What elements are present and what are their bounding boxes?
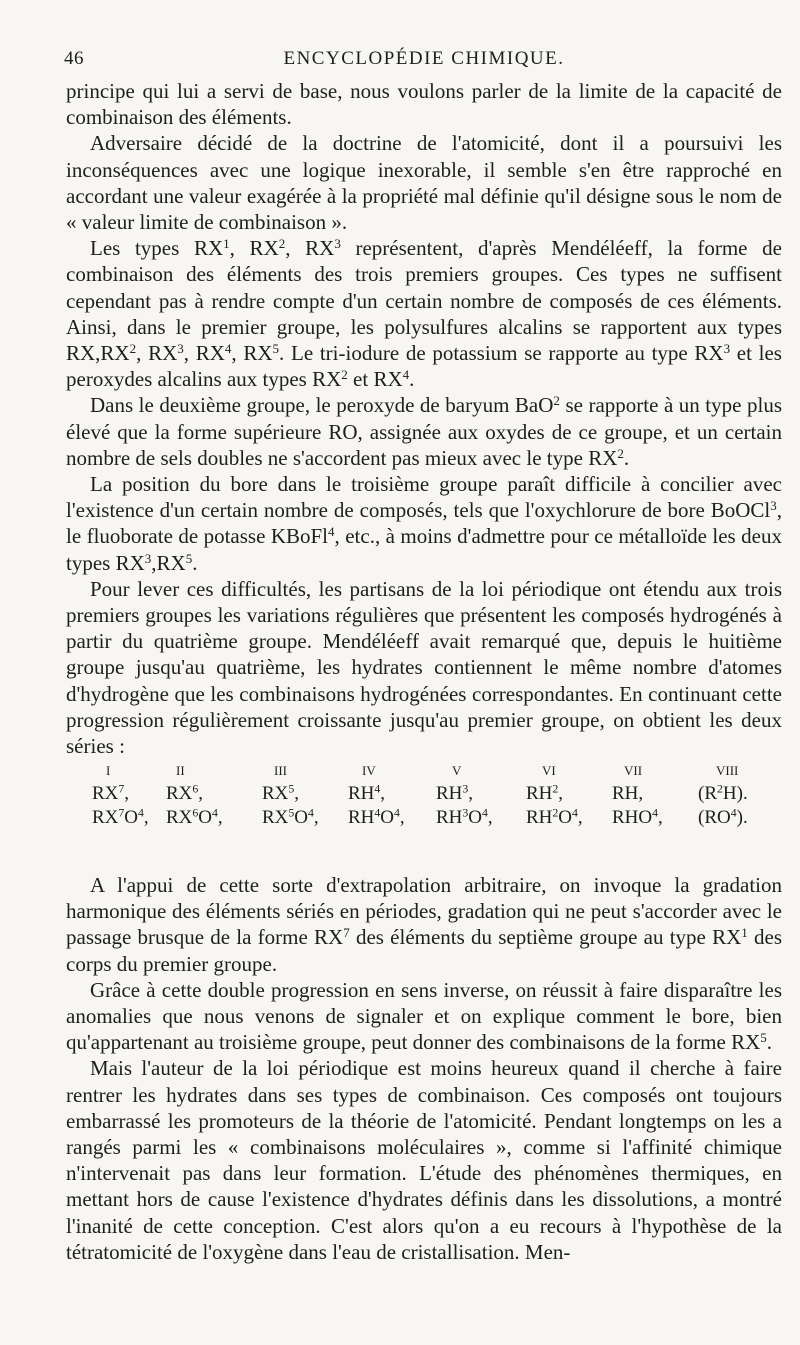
group-label: VII: [624, 763, 643, 778]
running-title: ENCYCLOPÉDIE CHIMIQUE.: [283, 48, 565, 69]
superscript: 2: [552, 782, 559, 796]
hydrate-series-row: [92, 806, 782, 830]
group-label: VI: [542, 763, 556, 778]
superscript: 1: [223, 236, 230, 252]
superscript: 5: [288, 806, 295, 820]
superscript: 7: [118, 782, 125, 796]
page-number: 46: [64, 48, 84, 69]
superscript: 4: [730, 806, 737, 820]
group-label: I: [106, 763, 111, 778]
superscript: 3: [144, 550, 152, 566]
superscript: 4: [572, 806, 578, 820]
superscript: 3: [177, 340, 184, 356]
superscript: 4: [212, 806, 218, 820]
superscript: 2: [552, 806, 559, 820]
superscript: 2: [341, 367, 348, 383]
superscript: 4: [652, 806, 659, 820]
paragraph-2: Adversaire décidé de la doctrine de l'atomicité, dont il a poursuivi les inconséquences avec une logique inexorable, il semble s'en être rapproché en accordant une valeur exagérée à la propriété mal définie qu'il désigne sous le nom de « valeur limite de combinaison ».: [66, 131, 782, 235]
combination-series-table: [92, 760, 782, 830]
formula-cell: $RX^7$,: [92, 782, 130, 804]
formula-cell: $RX^5$,: [262, 782, 300, 804]
formula-cell: $(R^2H)$.: [698, 782, 748, 804]
body-text-bottom: [66, 872, 782, 1265]
superscript: 2: [129, 340, 137, 356]
formula-cell: $RX^5O^4$,: [262, 806, 319, 828]
superscript: 4: [374, 806, 381, 820]
group-label: IV: [362, 763, 376, 778]
body-text-top: [66, 78, 782, 759]
superscript: 3: [462, 782, 469, 796]
superscript: 5: [288, 782, 295, 796]
superscript: 2: [717, 782, 723, 796]
formula-cell: RHO$^4$,: [612, 806, 663, 828]
formula-cell: $RH^2$,: [526, 782, 564, 804]
paragraph-9: Mais l'auteur de la loi périodique est moins heureux quand il cherche à faire rentrer les hydrates dans ses types de combinaison. Ces composés ont toujours embarrassé les promoteurs de la théorie de l'atomicité. Pendant longtemps on les a rangés parmi les « combinaisons moléculaires », comme si l'affinité chimique n'intervenait pas dans leur formation. L'étude des phénomènes thermiques, en mettant hors de cause l'existence d'hydrates définis dans les dissolutions, a montré l'inanité de cette conception. C'est alors qu'on a eu recours à l'hypothèse de la tétratomicité de l'oxygène dans l'eau de cristallisation. Men-: [66, 1056, 782, 1264]
superscript: 3: [770, 498, 777, 514]
paragraph-1: principe qui lui a servi de base, nous voulons parler de la limite de la capacité de combinaison des éléments.: [66, 79, 782, 130]
formula-cell: $RH^3$,: [436, 782, 474, 804]
superscript: 6: [192, 782, 199, 796]
formula-cell: $RX^6$,: [166, 782, 204, 804]
superscript: 4: [224, 340, 232, 356]
superscript: 4: [482, 806, 488, 820]
superscript: 3: [334, 236, 341, 252]
paragraph-8: Grâce à cette double progression en sens inverse, on réussit à faire disparaître les anomalies que nous venons de signaler et on explique comment le bore, bien qu'appartenant au troisième groupe, peut donner des combinaisons de la forme $RX^5$.: [66, 977, 782, 1055]
superscript: 4: [394, 806, 400, 820]
superscript: 6: [192, 806, 199, 820]
group-label: III: [274, 763, 287, 778]
superscript: 7: [343, 925, 350, 941]
superscript: 4: [138, 806, 144, 820]
superscript: 3: [723, 340, 731, 356]
superscript: 2: [278, 236, 286, 252]
hydrogen-series-row: [92, 782, 782, 806]
group-label: VIII: [716, 763, 739, 778]
group-label: V: [452, 763, 462, 778]
group-label: II: [176, 763, 185, 778]
superscript: 5: [272, 340, 280, 356]
superscript: 4: [374, 782, 381, 796]
formula-cell: $RH^3O^4$,: [436, 806, 493, 828]
paragraph-6: Pour lever ces difficultés, les partisans de la loi périodique ont étendu aux trois premiers groupes les variations régulières que présentent les composés hydrogénés à partir du quatrième groupe. Mendéléeff avait remarqué que, depuis le huitième groupe jusqu'au quatrième, les hydrates contiennent le même nombre d'atomes d'hydrogène que les combinaisons hydrogénées correspondantes. En continuant cette progression régulièrement croissante jusqu'au premier groupe, on obtient les deux séries :: [66, 576, 782, 759]
paragraph-4: Dans le deuxième groupe, le peroxyde de baryum BaO$^2$ se rapporte à un type plus élevé que la forme supérieure RO, assignée aux oxydes de ce groupe, et un certain nombre de sels doubles ne s'accordent pas mieux avec le type $RX^2$.: [66, 393, 782, 470]
superscript: 5: [760, 1030, 767, 1046]
formula-cell: $RX^6O^4$,: [166, 806, 223, 828]
page-header: [64, 48, 784, 72]
superscript: 1: [741, 925, 748, 941]
superscript: 4: [308, 806, 314, 820]
superscript: 7: [118, 806, 125, 820]
formula-cell: $(RO^4)$.: [698, 806, 748, 828]
formula-cell: RH,: [612, 783, 644, 804]
paragraph-7: A l'appui de cette sorte d'extrapolation arbitraire, on invoque la gradation harmonique des éléments sériés en périodes, gradation qui ne peut s'accorder avec le passage brusque de la forme $RX^7$ des éléments du septième groupe au type $RX^1$ des corps du premier groupe.: [66, 873, 782, 976]
superscript: 3: [462, 806, 469, 820]
formula-cell: $RX^7O^4$,: [92, 806, 149, 828]
paragraph-3: Les types $RX^1$, $RX^2$, $RX^3$ représentent, d'après Mendéléeff, la forme de combinaison des éléments des trois premiers groupes. Ces types ne suffisent cependant pas à rendre compte d'un certain nombre de composés de ces éléments. Ainsi, dans le premier groupe, les polysulfures alcalins se rapportent aux types $RX,RX^2$, $RX^3$, $RX^4$, $RX^5$. Le tri-iodure de potassium se rapporte au type $RX^3$ et les peroxydes alcalins aux types $RX^2$ et $RX^4$.: [66, 236, 782, 392]
superscript: 4: [402, 367, 410, 383]
paragraph-5: La position du bore dans le troisième groupe paraît difficile à concilier avec l'existence d'un certain nombre de composés, tels que l'oxychlorure de bore BoOCl$^3$, le fluoborate de potasse KBoFl$^4$, etc., à moins d'admettre pour ce métalloïde les deux types $RX^3,RX^5$.: [66, 472, 782, 575]
superscript: 2: [617, 445, 624, 461]
superscript: 2: [553, 393, 560, 409]
superscript: 5: [185, 550, 193, 566]
formula-cell: $RH^4$,: [348, 782, 386, 804]
formula-cell: $RH^2O^4$,: [526, 806, 583, 828]
formula-cell: $RH^4O^4$,: [348, 806, 405, 828]
group-numerals-row: [92, 760, 782, 782]
superscript: 4: [328, 524, 335, 540]
